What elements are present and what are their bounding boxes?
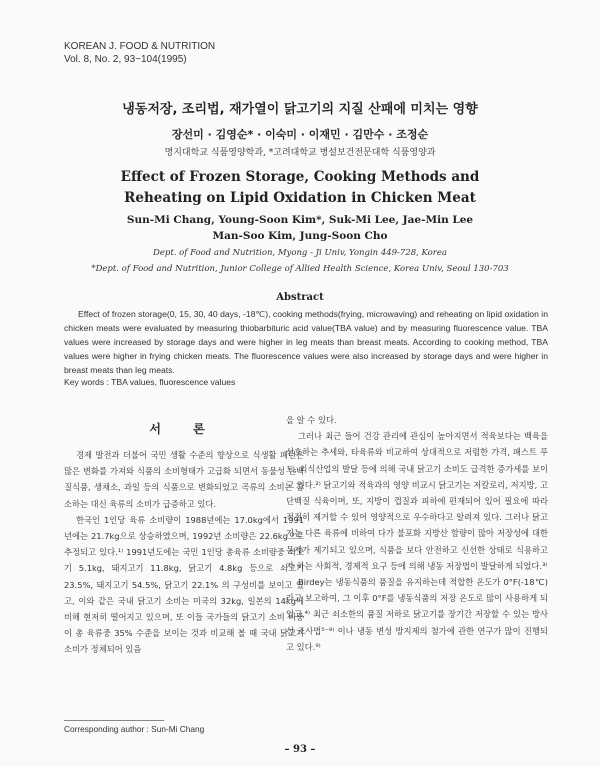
- abstract-text: Effect of frozen storage(0, 15, 30, 40 days, -18℃), cooking methods(frying, microwaving) and reheating on lipid oxidation in chicken meats were evaluated by measuring thiobarbituric acid value(TBA value) and by measuring fluorescence value. TBA values were increased by storage days and were higher in leg meats than breast meats. According to cooking method, TBA values were higher in frying chicken meats. The fluorescence values were also increased by storage days and were higher in breast meats than leg meats.: [64, 309, 548, 375]
- authors-english-line: Man-Soo Kim, Jung-Soon Cho: [212, 230, 388, 242]
- paragraph: 그러나 최근 들어 건강 관리에 관심이 높아지면서 적육보다는 백육을 선호하는 추세와, 타육류와 비교하여 상대적으로 저렴한 가격, 패스트 푸드, 외식산업의 발달 등에 의해 국내 닭고기 소비도 급격한 증가세를 보이고 있다.²⁾ 닭고기와 적육과의 영양 비교시 닭고기는 저칼로리, 저지방, 고단백질 식육이며, 또, 지방이 껍질과 피하에 편재되어 있어 필요에 따라 적절히 제거할 수 있어 영양적으로 우수하다고 알려져 있다. 그러나 닭고기는 다른 육류에 비하여 다가 불포화 지방산 함량이 많아 저장성에 대한 문제가 제기되고 있으며, 식품을 보다 안전하고 신선한 상태로 식용하고자 하는 사회적, 경제적 요구 등에 의해 냉동 저장법이 발달하게 되었다.³⁾: [286, 431, 548, 571]
- paragraph-continuation: 을 알 수 있다.: [286, 415, 337, 425]
- paragraph: Birdey는 냉동식품의 품질을 유지하는데 적합한 온도가 0°F(-18℃)라고 보고하여, 그 이후 0°F를 냉동식품의 저장 온도로 많이 사용하게 되었고,⁴⁾ 최근 쇠소한의 품질 저하로 닭고기를 장기간 저장할 수 있는 방사선 조사법⁵⁻⁸⁾ 이나 냉동 변성 방지제의 첨가에 관한 연구가 많이 진행되고 있다.⁹⁾: [286, 577, 548, 652]
- title-english: [0, 167, 600, 209]
- affiliation-korean: 명지대학교 식품영양학과, *고려대학교 병설보건전문대학 식품영양과: [164, 148, 436, 158]
- footnote-divider: [64, 720, 164, 721]
- title-english-line: Effect of Frozen Storage, Cooking Methods and: [120, 169, 480, 185]
- authors-korean: 장선미 · 김영순* · 이숙미 · 이재민 · 김만수 · 조정순: [171, 128, 429, 141]
- left-column: [64, 447, 304, 658]
- abstract-heading: Abstract: [276, 292, 324, 303]
- section-heading-introduction: 서 론: [149, 422, 219, 436]
- journal-header: [64, 40, 215, 66]
- authors-english: [0, 212, 600, 244]
- title-english-line: Reheating on Lipid Oxidation in Chicken Meat: [124, 190, 476, 206]
- title-korean: 냉동저장, 조리법, 재가열이 닭고기의 지질 산패에 미치는 영향: [122, 102, 478, 117]
- paragraph: 한국인 1인당 육류 소비량이 1988년에는 17.0kg에서 1991년에는 21.7kg으로 상승하였으며, 1992년 소비량은 22.6kg으로 추정되고 있다.¹⁾ 1991년도에는 국민 1인당 총육류 소비량중 쇠고기 5.1kg, 돼지고기 11.8kg, 닭고기 4.8kg 등으로 쇠고기 23.5%, 돼지고기 54.5%, 닭고기 22.1% 의 구성비를 보이고 있고, 이와 같은 국내 닭고기 소비는 미국의 32kg, 일본의 14kg에 비해 현저히 떨어지고 있으며, 또 이들 국가들의 닭고기 소비 비중이 총 육류중 35% 수준을 보이는 것과 비교해 볼 때 국내 닭고기 소비가 정체되어 있음: [64, 514, 304, 655]
- right-column: [286, 412, 548, 655]
- affiliation-english-2: *Dept. of Food and Nutrition, Junior College of Allied Health Science, Korea Univ, Seoul 130-703: [91, 264, 509, 274]
- authors-english-line: Sun-Mi Chang, Young-Soon Kim*, Suk-Mi Lee, Jae-Min Lee: [126, 214, 474, 226]
- journal-name: KOREAN J. FOOD & NUTRITION: [64, 41, 216, 52]
- affiliation-english-1: Dept. of Food and Nutrition, Myong - Ji Univ, Yongin 449-728, Korea: [153, 248, 447, 258]
- journal-volume: Vol. 8, No. 2, 93~104(1995): [64, 54, 187, 65]
- corresponding-author-footnote: Corresponding author : Sun-Mi Chang: [64, 724, 205, 734]
- page-number: – 93 –: [284, 744, 316, 755]
- keywords: Key words : TBA values, fluorescence values: [64, 377, 236, 387]
- paragraph: 경제 발전과 더불어 국민 생활 수준의 향상으로 식생활 패턴은 많은 변화를 가져와 식품의 소비형태가 고급화 되면서 동물성 단백질식품, 생채소, 과일 등의 식품으로 변화되었고 곡류의 소비는 감소하는 대신 육류의 소비가 급증하고 있다.: [64, 450, 304, 509]
